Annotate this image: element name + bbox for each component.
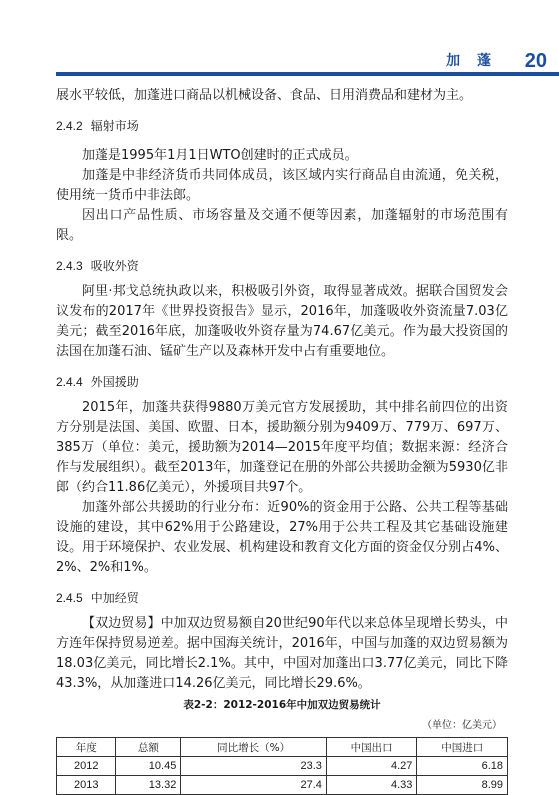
column-header: 同比增长（%） <box>181 738 327 757</box>
paragraph: 展水平较低，加蓬进口商品以机械设备、食品、日用消费品和建材为主。 <box>56 88 473 103</box>
column-header: 中国进口 <box>417 738 508 757</box>
section-heading-2-4-5 <box>56 588 508 608</box>
paragraph: 加蓬是中非经济货币共同体成员，该区域内实行商品自由流通，免关税，使用统一货币中非法郎。 <box>56 168 508 203</box>
table-row <box>57 757 508 776</box>
table-title: 表2-2：2012-2016年中加双边贸易统计 <box>183 699 381 711</box>
section-title: 中加经贸 <box>90 591 139 605</box>
table-cell: 8.99 <box>417 776 508 795</box>
table-cell: 13.32 <box>116 776 181 795</box>
table-row <box>57 776 508 795</box>
section-heading-2-4-3 <box>56 256 508 276</box>
table-cell: 2012 <box>57 757 116 776</box>
section-title: 辐射市场 <box>90 119 139 133</box>
table-cell: 4.27 <box>326 757 417 776</box>
column-header: 总额 <box>116 738 181 757</box>
section-number: 2.4.2 <box>56 119 83 133</box>
table-cell: 2013 <box>57 776 116 795</box>
table-header-row <box>57 738 508 757</box>
table-cell: 6.18 <box>417 757 508 776</box>
section-number: 2.4.3 <box>56 259 83 273</box>
page-body <box>56 86 508 795</box>
section-heading-2-4-2 <box>56 116 508 136</box>
header-rule <box>56 72 559 76</box>
section-number: 2.4.4 <box>56 375 83 389</box>
running-title: 加 蓬 <box>446 53 497 69</box>
table-cell: 23.3 <box>181 757 327 776</box>
table-cell: 27.4 <box>181 776 327 795</box>
section-title: 外国援助 <box>90 375 139 389</box>
column-header: 中国出口 <box>326 738 417 757</box>
trade-table <box>56 737 508 795</box>
section-title: 吸收外资 <box>90 259 139 273</box>
paragraph: 加蓬外部公共援助的行业分布：近90%的资金用于公路、公共工程等基础设施的建设，其中62%用于公路建设，27%用于公共工程及其它基础设施建设。用于环境保护、农业发展、机构建设和教育文化方面的资金仅分别占4%、2%、2%和1%。 <box>56 500 508 575</box>
section-heading-2-4-4 <box>56 372 508 392</box>
table-cell: 4.33 <box>326 776 417 795</box>
paragraph: 阿里·邦戈总统执政以来，积极吸引外资，取得显著成效。据联合国贸发会议发布的2017年《世界投资报告》显示，2016年，加蓬吸收外资流量7.03亿美元；截至2016年底，加蓬吸收外资存量为74.67亿美元。作为最大投资国的法国在加蓬石油、锰矿生产以及森林开发中占有重要地位。 <box>56 284 508 359</box>
section-number: 2.4.5 <box>56 591 83 605</box>
paragraph: 加蓬是1995年1月1日WTO创建时的正式成员。 <box>82 148 358 163</box>
paragraph: 2015年，加蓬共获得9880万美元官方发展援助，其中排名前四位的出资方分别是法国、美国、欧盟、日本，援助额分别为9409万、779万、697万、385万（单位：美元，援助额为2014—2015年度平均值；数据来源：经济合作与发展组织）。截至2013年，加蓬登记在册的外部公共援助金额为5930亿非郎（约合11.86亿美元），外援项目共97个。 <box>56 400 508 495</box>
paragraph: 【双边贸易】中加双边贸易额自20世纪90年代以来总体呈现增长势头，中方连年保持贸易逆差。据中国海关统计，2016年，中国与加蓬的双边贸易额为18.03亿美元，同比增长2.1%。其中，中国对加蓬出口3.77亿美元，同比下降43.3%，从加蓬进口14.26亿美元，同比增长29.6%。 <box>56 616 508 691</box>
table-cell: 10.45 <box>116 757 181 776</box>
page-header <box>0 0 559 80</box>
page-number: 20 <box>524 50 547 72</box>
paragraph: 因出口产品性质、市场容量及交通不便等因素，加蓬辐射的市场范围有限。 <box>56 208 508 243</box>
table-unit: （单位：亿美元） <box>422 720 502 731</box>
column-header: 年度 <box>57 738 116 757</box>
